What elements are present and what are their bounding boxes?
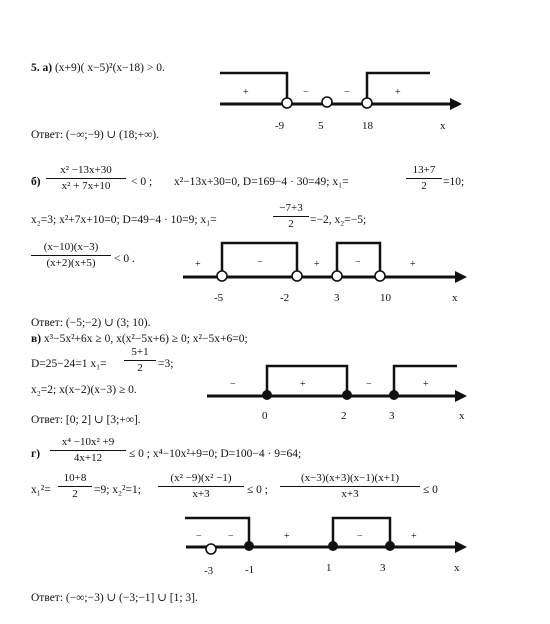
part-b-rel: < 0 ; — [131, 176, 153, 188]
sign-c-3: − — [366, 379, 372, 390]
sign-d-5: + — [411, 531, 417, 542]
sign-d-2: − — [228, 531, 234, 542]
part-b-rel2: < 0 . — [114, 253, 135, 265]
tick-b-4: 10 — [380, 292, 391, 304]
part-d-fraction3-den: x+3 — [341, 488, 359, 500]
part-b-x1b-den: 2 — [288, 218, 294, 230]
tick-d-3: 1 — [326, 562, 332, 574]
part-b-x1-den: 2 — [421, 180, 427, 192]
sign-b-2: − — [257, 257, 263, 268]
part-c-label: в) — [31, 333, 42, 345]
axis-label-b: x — [452, 292, 458, 304]
tick-c-1: 0 — [262, 410, 268, 422]
tick-b-3: 3 — [334, 292, 340, 304]
part-c-line2: D=25−24=1 x₁= — [31, 358, 107, 370]
sign-d-3: + — [284, 531, 290, 542]
axis-label-d: x — [454, 562, 460, 574]
tick-d-2: -1 — [245, 564, 255, 576]
sign-c-2: + — [300, 379, 306, 390]
part-d-fraction2-num: (x² −9)(x² −1) — [170, 472, 232, 484]
answer-b: Ответ: (−5;−2) ∪ (3; 10). — [31, 317, 151, 329]
part-d-label: г) — [31, 448, 41, 460]
tick-b-2: -2 — [280, 292, 290, 304]
answer-a: Ответ: (−∞;−9) ∪ (18;+∞). — [31, 129, 159, 141]
sign-a-2: − — [303, 87, 309, 98]
sign-a-3: − — [344, 87, 350, 98]
tick-d-4: 3 — [380, 562, 386, 574]
part-b-fraction-num: x² −13x+30 — [60, 164, 112, 176]
sign-b-3: + — [314, 259, 320, 270]
axis-label-c: x — [459, 410, 465, 422]
part-d-x1-num: 10+8 — [63, 472, 87, 484]
sign-b-1: + — [195, 259, 201, 270]
part-b-line1: x²−13x+30=0, D=169−4 · 30=49; x₁= — [174, 176, 349, 188]
part-d-x1-den: 2 — [72, 488, 78, 500]
sign-d-4: − — [357, 531, 363, 542]
sign-c-1: − — [230, 379, 236, 390]
part-b-fraction2-den: (x+2)(x+5) — [46, 257, 96, 269]
part-b-x1-tail: =10; — [443, 176, 465, 188]
problem-number: 5. — [31, 62, 40, 74]
part-b-x1b-tail: =−2, x₂=−5; — [310, 214, 367, 226]
part-b-label: б) — [31, 176, 41, 188]
part-d-x1-tail: =9; x₂²=1; — [94, 484, 141, 496]
tick-a-2: 5 — [318, 120, 324, 132]
part-b-x1-num: 13+7 — [412, 164, 436, 176]
part-b-fraction-den: x² + 7x+10 — [61, 180, 111, 192]
interval-bracket-d1 — [185, 518, 249, 547]
tick-d-1: -3 — [204, 565, 214, 577]
axis-label-a: x — [440, 120, 446, 132]
answer-d: Ответ: (−∞;−3) ∪ (−3;−1] ∪ [1; 3]. — [31, 592, 198, 604]
part-b-x1b-num: −7+3 — [279, 202, 303, 214]
part-b-line2: x₂=3; x²+7x+10=0; D=49−4 · 10=9; x₁= — [31, 214, 217, 226]
tick-b-1: -5 — [214, 292, 224, 304]
part-c-x1-tail: =3; — [158, 358, 174, 370]
tick-a-3: 18 — [362, 120, 373, 132]
sign-a-1: + — [243, 87, 249, 98]
axis-arrow-d — [455, 541, 467, 553]
part-c-inequality: x³−5x²+6x ≥ 0, x(x²−5x+6) ≥ 0; x²−5x+6=0; — [43, 333, 248, 345]
part-b-fraction2-num: (x−10)(x−3) — [43, 241, 99, 253]
part-d-fraction3-num: (x−3)(x+3)(x−1)(x+1) — [300, 472, 400, 484]
sign-d-1: − — [196, 531, 202, 542]
part-d-fraction2-den: x+3 — [192, 488, 210, 500]
closed-point-d-3 — [385, 541, 395, 551]
part-d-fraction-num: x⁴ −10x² +9 — [61, 436, 115, 448]
part-a-inequality: (x+9)( x−5)²(x−18) > 0. — [54, 62, 165, 74]
part-d-fraction-den: 4x+12 — [73, 452, 103, 464]
tick-a-1: -9 — [275, 120, 285, 132]
closed-point-d-minus1 — [244, 541, 254, 551]
part-c-x1-den: 2 — [137, 362, 143, 374]
closed-point-d-1 — [328, 541, 338, 551]
sign-b-4: − — [355, 257, 361, 268]
tick-c-3: 3 — [389, 410, 395, 422]
part-a-label: а) — [42, 62, 53, 74]
part-d-rel2: ≤ 0 ; — [247, 484, 269, 496]
part-d-rel: ≤ 0 ; x⁴−10x²+9=0; D=100−4 · 9=64; — [129, 448, 302, 460]
part-d-rel3: ≤ 0 — [423, 484, 438, 496]
tick-c-2: 2 — [341, 410, 347, 422]
part-c-x1-num: 5+1 — [131, 346, 149, 358]
sign-a-4: + — [395, 87, 401, 98]
open-point-d-minus3 — [206, 544, 216, 554]
part-c-line3: x₂=2; x(x−2)(x−3) ≥ 0. — [31, 384, 137, 396]
sign-b-5: + — [410, 259, 416, 270]
answer-c: Ответ: [0; 2] ∪ [3;+∞]. — [31, 414, 141, 426]
part-d-x1-pre: x₁²= — [31, 484, 51, 496]
sign-c-4: + — [423, 379, 429, 390]
